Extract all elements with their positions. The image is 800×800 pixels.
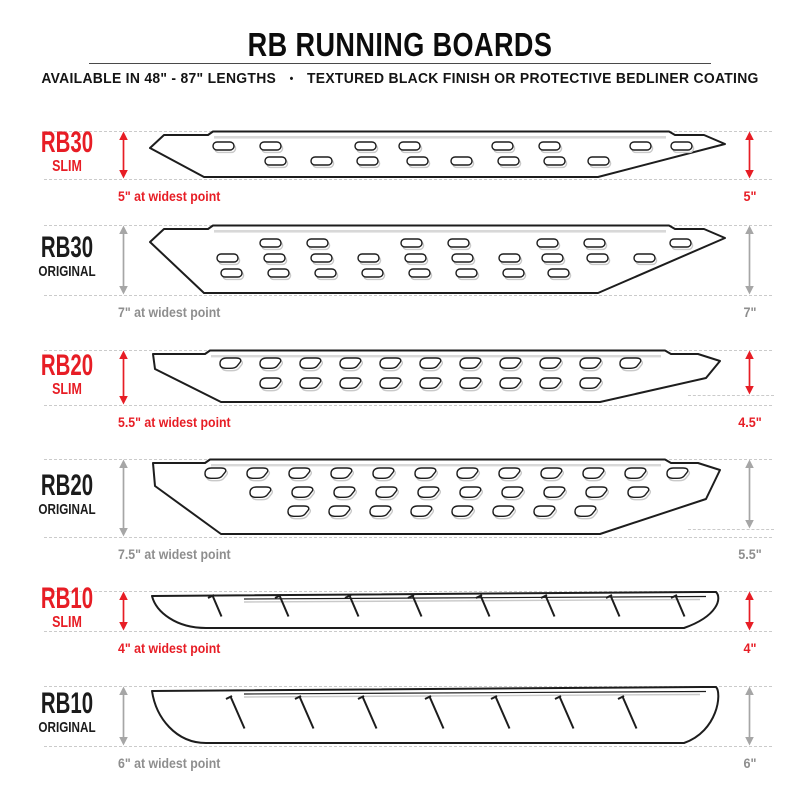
model-name: RB20: [40, 348, 94, 382]
right-dimension-arrow: [742, 591, 757, 631]
model-variant: SLIM: [52, 158, 82, 175]
running-board-drawing: [148, 130, 732, 182]
widest-point-caption: 4" at widest point: [118, 640, 221, 656]
right-dimension-arrow: [742, 131, 757, 179]
running-board-drawing: [148, 685, 732, 749]
right-dimension-label: 4.5": [738, 414, 762, 430]
product-row-rb30-slim: [0, 126, 800, 219]
widest-point-caption: 5" at widest point: [118, 188, 221, 204]
model-variant: ORIGINAL: [38, 719, 96, 736]
left-dimension-arrow: [116, 225, 131, 295]
right-dimension-arrow: [742, 350, 757, 395]
model-variant: ORIGINAL: [38, 263, 96, 280]
left-dimension-arrow: [116, 591, 131, 631]
title-divider: [89, 63, 711, 64]
model-label: [18, 687, 116, 737]
model-name: RB20: [40, 469, 94, 502]
product-row-rb20-original: [0, 459, 800, 577]
subtitle-lengths: AVAILABLE IN 48" - 87" LENGTHS: [41, 71, 277, 87]
model-label: [18, 126, 116, 176]
model-name: RB10: [40, 582, 94, 615]
subtitle-finish: TEXTURED BLACK FINISH OR PROTECTIVE BEDLINER COATING: [307, 71, 759, 87]
right-dimension-label: 4": [743, 640, 757, 656]
widest-point-caption: 7" at widest point: [118, 304, 221, 320]
right-dimension-label: 7": [743, 304, 757, 320]
model-variant: SLIM: [52, 380, 82, 398]
model-variant: SLIM: [52, 614, 82, 631]
model-name: RB30: [40, 126, 94, 159]
right-dimension-label: 5": [743, 188, 757, 204]
left-dimension-arrow: [116, 686, 131, 746]
product-row-rb10-original: [0, 686, 800, 786]
left-dimension-arrow: [116, 131, 131, 179]
model-label: [18, 348, 116, 399]
page-title: RB RUNNING BOARDS: [247, 26, 553, 63]
model-label: [18, 231, 116, 281]
running-board-drawing: [148, 458, 732, 540]
model-name: RB30: [40, 231, 94, 264]
widest-point-caption: 7.5" at widest point: [118, 546, 231, 562]
model-variant: ORIGINAL: [38, 501, 96, 518]
bullet-separator: •: [289, 73, 294, 85]
running-board-drawing: [148, 224, 732, 298]
right-dimension-arrow: [742, 225, 757, 295]
right-dimension-arrow: [742, 459, 757, 529]
product-row-rb10-slim: [0, 582, 800, 671]
running-board-drawing: [148, 590, 732, 634]
running-board-drawing: [148, 349, 732, 408]
model-name: RB10: [40, 687, 94, 720]
model-label: [18, 469, 116, 519]
right-dimension-arrow: [742, 686, 757, 746]
right-dimension-label: 6": [743, 755, 757, 771]
widest-point-caption: 6" at widest point: [118, 755, 221, 771]
left-dimension-arrow: [116, 350, 131, 405]
widest-point-caption: 5.5" at widest point: [118, 414, 231, 430]
right-dimension-label: 5.5": [738, 546, 762, 562]
model-label: [18, 582, 116, 632]
left-dimension-arrow: [116, 459, 131, 537]
product-row-rb30-original: [0, 225, 800, 335]
product-row-rb20-slim: [0, 350, 800, 445]
page-subtitle: [16, 71, 784, 87]
